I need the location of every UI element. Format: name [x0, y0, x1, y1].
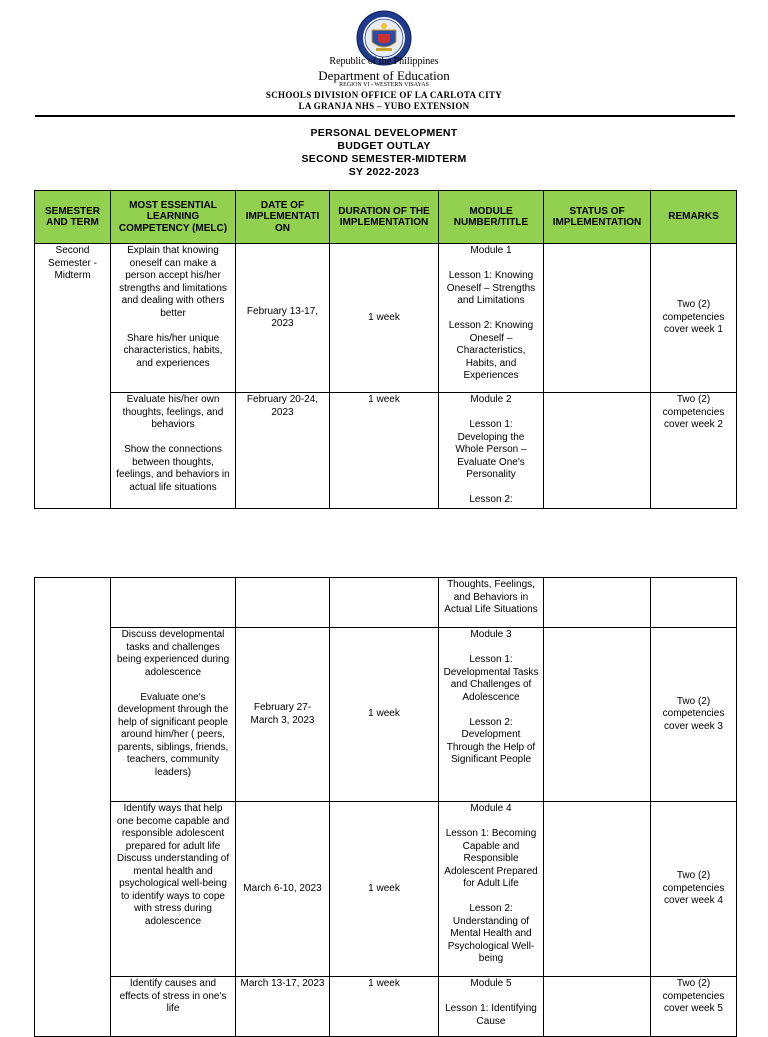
cell-date: March 6-10, 2023 — [236, 802, 330, 977]
cell-remarks: Two (2) competencies cover week 5 — [651, 977, 737, 1037]
cell-module: Module 3 Lesson 1: Developmental Tasks and Challenges of Adolescence Lesson 2: Development Through the Help of Significant People — [439, 628, 544, 802]
cell-melc: Explain that knowing oneself can make a person accept his/her strengths and limitations and dealing with others better Share his/her unique characteristics, habits, and experiences — [111, 244, 236, 393]
cell-status — [544, 977, 651, 1037]
col-header-date: DATE OF IMPLEMENTATI ON — [236, 191, 330, 244]
cell-melc: Identify ways that help one become capable and responsible adolescent prepared for adult life Discuss understanding of mental health and psychological well-being to identify ways to cope with stress during adolescence — [111, 802, 236, 977]
cell-status — [544, 244, 651, 393]
cell-date: March 13-17, 2023 — [236, 977, 330, 1037]
cell-duration: 1 week — [330, 244, 439, 393]
cell-remarks: Two (2) competencies cover week 3 — [651, 628, 737, 802]
table-row — [35, 578, 737, 628]
cell-duration — [330, 578, 439, 628]
cell-melc: Discuss developmental tasks and challenges being experienced during adolescence Evaluate one's development through the help of significant people around him/her ( peers, parents, siblings, friends, teachers, community leaders) — [111, 628, 236, 802]
col-header-melc: MOST ESSENTIAL LEARNING COMPETENCY (MELC) — [111, 191, 236, 244]
table-header-row — [35, 191, 737, 244]
cell-remarks: Two (2) competencies cover week 1 — [651, 244, 737, 393]
doc-title-school-year: SY 2022-2023 — [348, 166, 420, 178]
header-divider — [35, 115, 735, 117]
doc-title-term: SECOND SEMESTER-MIDTERM — [301, 153, 467, 165]
cell-module: Module 1 Lesson 1: Knowing Oneself – Strengths and Limitations Lesson 2: Knowing Oneself – Characteristics, Habits, and Experiences — [439, 244, 544, 393]
cell-module: Module 2 Lesson 1: Developing the Whole Person – Evaluate One's Personality Lesson 2: — [439, 393, 544, 509]
cell-module: Module 4 Lesson 1: Becoming Capable and Responsible Adolescent Prepared for Adult Life Lesson 2: Understanding of Mental Health and Psychological Well-being — [439, 802, 544, 977]
cell-remarks: Two (2) competencies cover week 4 — [651, 802, 737, 977]
budget-outlay-table-continued — [34, 577, 737, 1037]
cell-module: Module 5 Lesson 1: Identifying Cause — [439, 977, 544, 1037]
col-header-duration: DURATION OF THE IMPLEMENTATION — [330, 191, 439, 244]
cell-module: Thoughts, Feelings, and Behaviors in Actual Life Situations — [439, 578, 544, 628]
cell-status — [544, 802, 651, 977]
col-header-semester: SEMESTER AND TERM — [35, 191, 111, 244]
col-header-remarks: REMARKS — [651, 191, 737, 244]
cell-remarks — [651, 578, 737, 628]
table-row — [35, 628, 737, 802]
budget-outlay-table — [34, 190, 737, 509]
cell-date: February 13-17, 2023 — [236, 244, 330, 393]
cell-remarks: Two (2) competencies cover week 2 — [651, 393, 737, 509]
doc-title-outlay: BUDGET OUTLAY — [337, 140, 431, 152]
table-row — [35, 802, 737, 977]
cell-duration: 1 week — [330, 393, 439, 509]
cell-melc: Identify causes and effects of stress in one's life — [111, 977, 236, 1037]
cell-semester: Second Semester - Midterm — [35, 244, 111, 509]
cell-status — [544, 628, 651, 802]
col-header-module: MODULE NUMBER/TITLE — [439, 191, 544, 244]
cell-duration: 1 week — [330, 802, 439, 977]
col-header-status: STATUS OF IMPLEMENTATION — [544, 191, 651, 244]
header-school: LA GRANJA NHS – YUBO EXTENSION — [298, 101, 470, 111]
cell-melc: Evaluate his/her own thoughts, feelings, and behaviors Show the connections between thoughts, feelings, and behaviors in actual life situations — [111, 393, 236, 509]
cell-melc — [111, 578, 236, 628]
header-department: Department of Education — [318, 68, 450, 83]
header-region: REGION VI - WESTERN VISAYAS — [339, 82, 429, 88]
cell-status — [544, 578, 651, 628]
table-row — [35, 977, 737, 1037]
table-row — [35, 393, 737, 509]
cell-date — [236, 578, 330, 628]
table-row — [35, 244, 737, 393]
cell-semester — [35, 578, 111, 1037]
cell-duration: 1 week — [330, 977, 439, 1037]
cell-status — [544, 393, 651, 509]
cell-date: February 20-24, 2023 — [236, 393, 330, 509]
cell-duration: 1 week — [330, 628, 439, 802]
doc-title-subject: PERSONAL DEVELOPMENT — [310, 127, 458, 139]
header-division-office: SCHOOLS DIVISION OFFICE OF LA CARLOTA CITY — [265, 90, 503, 100]
cell-date: February 27- March 3, 2023 — [236, 628, 330, 802]
header-republic: Republic of the Philippines — [329, 56, 439, 67]
